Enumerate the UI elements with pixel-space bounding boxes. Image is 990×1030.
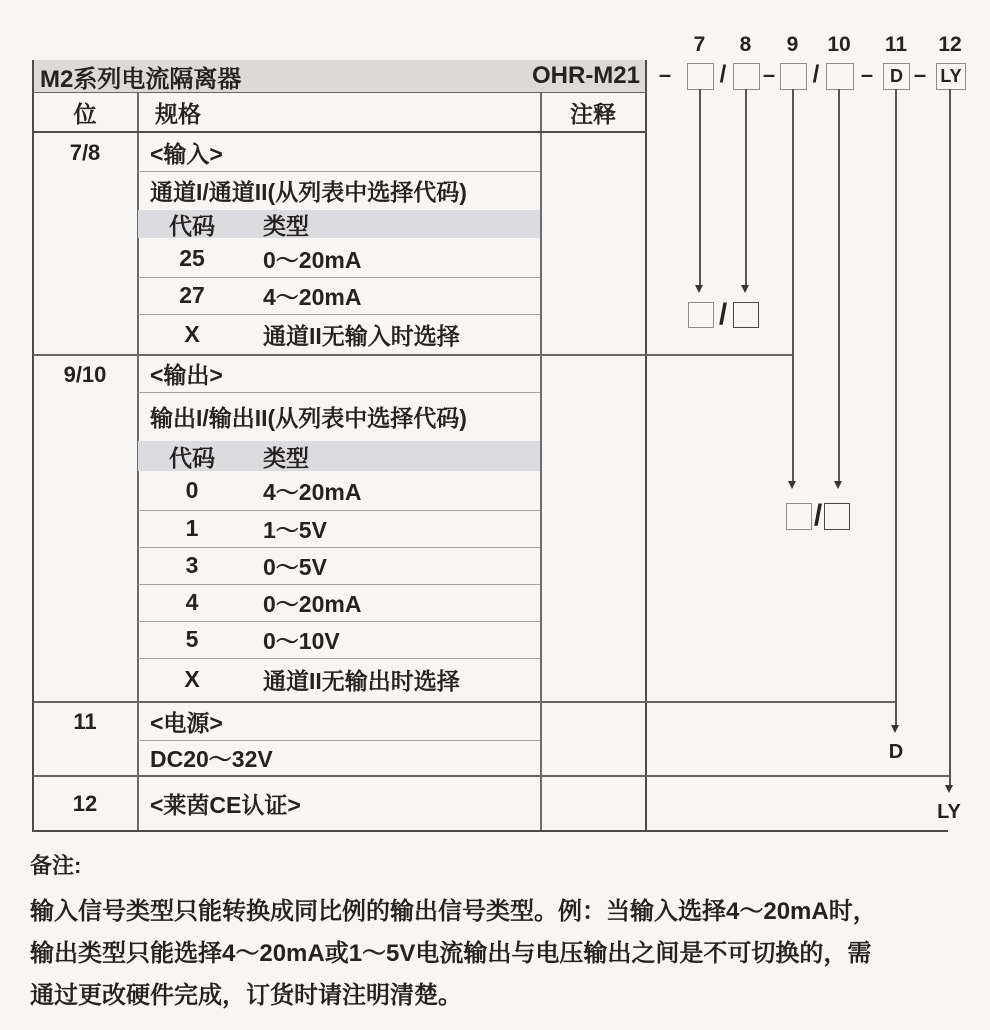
code-cell xyxy=(162,277,222,314)
model-code xyxy=(520,60,640,92)
header-spec xyxy=(155,93,201,131)
header-pos xyxy=(33,93,137,131)
note-line-1-text: 输入信号类型只能转换成同比例的输出信号类型。例：当输入选择4～20mA时， xyxy=(30,898,877,925)
table-border-right xyxy=(645,60,647,832)
spec-row-power-value xyxy=(150,740,273,775)
dash-2 xyxy=(760,62,778,88)
spec-row-input-channels xyxy=(150,171,467,210)
power-value: DC20～32V xyxy=(150,746,273,772)
type-out-0-20mA: 0～20mA xyxy=(263,591,362,617)
header-note xyxy=(541,93,645,131)
output-channels: 输出I/输出II(从列表中选择代码) xyxy=(150,405,467,431)
digit-7 xyxy=(687,33,712,57)
target-box-10 xyxy=(824,503,850,530)
page-title xyxy=(40,60,241,92)
digit-10-text: 10 xyxy=(827,33,851,56)
product-series-title: M2系列电流隔离器 xyxy=(40,65,242,93)
dash-4 xyxy=(911,62,929,88)
pos-910: 9/10 xyxy=(63,362,107,387)
power-code-label xyxy=(882,739,910,765)
type-cell xyxy=(263,547,327,584)
arrow-9 xyxy=(788,481,796,489)
type-header-label-2: 类型 xyxy=(263,444,309,471)
pair-slash-1 xyxy=(713,299,733,331)
code-box-7 xyxy=(687,63,714,90)
code-0: 0 xyxy=(185,477,199,503)
note-line-3-text: 通过更改硬件完成，订货时请注明清楚。 xyxy=(30,982,462,1009)
code-25: 25 xyxy=(179,245,205,271)
code-cell xyxy=(162,314,222,354)
pair-slash-1-text: / xyxy=(718,298,728,331)
d-label-text: D xyxy=(888,740,904,763)
dash-3 xyxy=(858,62,876,88)
type-col-header xyxy=(263,210,309,238)
code-box-12-value: LY xyxy=(940,66,962,86)
power-title: <电源> xyxy=(150,709,223,736)
digit-12 xyxy=(934,33,966,57)
spec-row-ce-title xyxy=(150,776,301,830)
spec-row-power-title xyxy=(150,702,223,740)
pos-78: 7/8 xyxy=(69,140,101,165)
stem-12 xyxy=(949,89,951,786)
target-box-7 xyxy=(688,302,714,328)
note-line-2 xyxy=(30,933,871,968)
code-x-input: X xyxy=(184,320,200,347)
formula-slash-1 xyxy=(714,61,732,89)
pos-value-78 xyxy=(33,134,137,172)
note-line-2-text: 输出类型只能选择4～20mA或1～5V电流输出与电压输出之间是不可切换的，需 xyxy=(30,940,872,967)
digit-9 xyxy=(780,33,805,57)
type-4-20mA: 4～20mA xyxy=(263,284,362,310)
type-0-5V: 0～5V xyxy=(263,554,327,580)
notes-heading-text: 备注: xyxy=(30,853,82,878)
type-x-input: 通道II无输入时选择 xyxy=(263,322,460,349)
type-1-5V: 1～5V xyxy=(263,517,327,543)
code-1: 1 xyxy=(185,515,199,541)
header-pos-label: 位 xyxy=(73,100,97,127)
arrow-8 xyxy=(741,285,749,293)
model-code-text: OHR-M21 xyxy=(531,62,640,89)
type-cell xyxy=(263,510,327,547)
code-cell xyxy=(162,621,222,658)
slash-2-text: / xyxy=(812,61,820,88)
code-x-output: X xyxy=(184,666,200,692)
output-title: <输出> xyxy=(150,362,223,388)
stem-10 xyxy=(838,89,840,482)
spec-row-input-title xyxy=(150,133,223,171)
dash-1 xyxy=(655,62,675,88)
code-header-label: 代码 xyxy=(169,212,215,239)
formula-slash-2 xyxy=(807,61,825,89)
code-header-label-2: 代码 xyxy=(169,444,215,471)
type-0-10V: 0～10V xyxy=(263,628,340,654)
type-x-output: 通道II无输出时选择 xyxy=(263,668,460,694)
code-27: 27 xyxy=(179,282,205,308)
input-title: <输入> xyxy=(150,140,223,167)
table-bottom-line xyxy=(33,830,948,832)
header-spec-label: 规格 xyxy=(155,100,201,127)
arrow-11 xyxy=(891,725,899,733)
column-divider-spec-note xyxy=(540,92,542,832)
pos-value-12 xyxy=(33,777,137,830)
type-0-20mA: 0～20mA xyxy=(263,247,362,273)
code-box-10 xyxy=(826,63,854,90)
type-cell xyxy=(263,584,361,621)
code-col-header xyxy=(162,441,222,471)
section-line-78-910 xyxy=(33,354,793,356)
stem-11 xyxy=(895,89,897,726)
spec-row-output-title xyxy=(150,355,223,392)
code-box-8 xyxy=(733,63,760,90)
digit-11 xyxy=(881,33,911,57)
spec-row-output-channels xyxy=(150,392,467,441)
stem-7 xyxy=(699,89,701,286)
code-cell xyxy=(162,584,222,621)
code-box-11-value: D xyxy=(890,66,903,86)
pos-12: 12 xyxy=(72,790,98,816)
code-box-11 xyxy=(883,63,910,90)
pos-11: 11 xyxy=(73,709,97,734)
code-cell xyxy=(162,510,222,547)
type-cell xyxy=(263,658,460,701)
ce-code-label xyxy=(928,799,970,825)
note-line-1 xyxy=(30,891,877,926)
target-box-8 xyxy=(733,302,759,328)
slash-1-text: / xyxy=(719,61,727,88)
digit-11-text: 11 xyxy=(884,33,908,56)
ly-label-text: LY xyxy=(937,800,961,823)
code-cell xyxy=(162,658,222,701)
type-col-header xyxy=(263,441,309,471)
input-channels: 通道I/通道II(从列表中选择代码) xyxy=(150,179,467,205)
stem-9 xyxy=(792,89,794,482)
pair-slash-2-text: / xyxy=(813,499,823,532)
arrow-7 xyxy=(695,285,703,293)
notes-heading xyxy=(30,849,81,880)
code-col-header xyxy=(162,210,222,238)
code-box-12 xyxy=(936,63,966,90)
type-header-label: 类型 xyxy=(263,212,309,239)
header-bottom-line xyxy=(33,131,647,133)
type-cell xyxy=(263,621,340,658)
dash-4-text: – xyxy=(913,62,927,87)
note-line-3 xyxy=(30,975,462,1010)
type-cell xyxy=(263,471,361,510)
code-5: 5 xyxy=(185,626,199,652)
digit-10 xyxy=(824,33,854,57)
code-4: 4 xyxy=(185,589,199,615)
ce-title: <莱茵CE认证> xyxy=(150,791,301,818)
digit-8 xyxy=(733,33,758,57)
digit-8-text: 8 xyxy=(739,33,752,56)
header-note-label: 注释 xyxy=(570,100,616,127)
pos-value-910 xyxy=(33,356,137,394)
digit-12-text: 12 xyxy=(938,33,962,56)
type-cell xyxy=(263,277,361,314)
dash-1-text: – xyxy=(658,62,672,87)
type-cell xyxy=(263,314,460,354)
stem-8 xyxy=(745,89,747,286)
code-cell xyxy=(162,547,222,584)
code-3: 3 xyxy=(185,552,199,578)
pos-value-11 xyxy=(33,703,137,741)
arrow-12 xyxy=(945,785,953,793)
type-cell xyxy=(263,240,361,277)
dash-3-text: – xyxy=(860,62,874,87)
code-cell xyxy=(162,240,222,277)
code-box-9 xyxy=(780,63,807,90)
digit-9-text: 9 xyxy=(786,33,799,56)
code-cell xyxy=(162,471,222,510)
type-out-4-20mA: 4～20mA xyxy=(263,479,362,505)
dash-2-text: – xyxy=(762,62,776,87)
digit-7-text: 7 xyxy=(693,33,706,56)
arrow-10 xyxy=(834,481,842,489)
